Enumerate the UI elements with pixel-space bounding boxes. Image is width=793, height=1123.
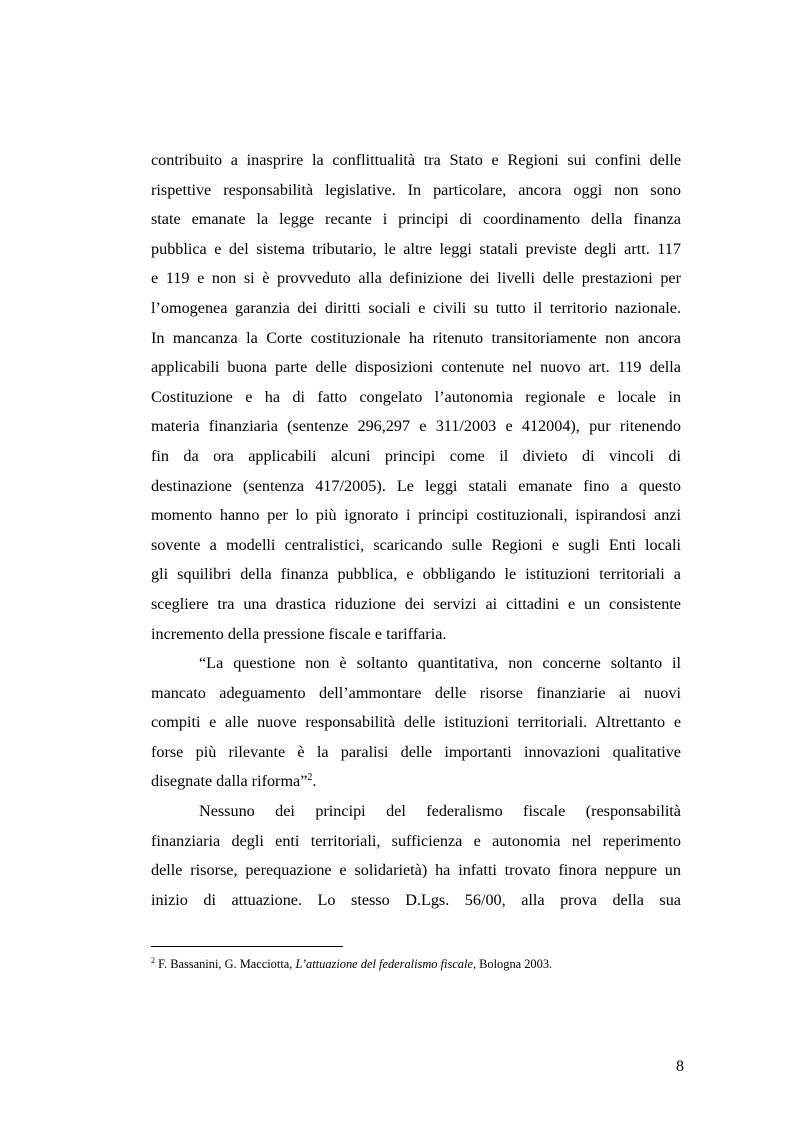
text-line: In mancanza la Corte costituzionale ha ritenuto transitoriamente non ancora <box>151 328 681 347</box>
footnote-separator <box>151 946 343 947</box>
text-line: “La questione non è soltanto quantitativa, non concerne soltanto il <box>199 654 681 673</box>
footnote-number: 2 <box>151 956 155 965</box>
text-line: state emanate la legge recante i principi di coordinamento della finanza <box>151 210 681 229</box>
text-line: destinazione (sentenza 417/2005). Le leggi statali emanate fino a questo <box>151 476 681 495</box>
text-line: delle risorse, perequazione e solidarietà) ha infatti trovato finora neppure un <box>151 861 681 880</box>
footnote-publisher: Bologna 2003. <box>479 957 553 971</box>
text-line: incremento della pressione fiscale e tariffaria. <box>151 624 447 643</box>
text-line: pubblica e del sistema tributario, le altre leggi statali previste degli artt. 117 <box>151 239 681 258</box>
footnote-reference[interactable]: 2 <box>307 772 313 784</box>
text-line: momento hanno per lo più ignorato i principi costituzionali, ispirandosi anzi <box>151 506 681 525</box>
text-line: l’omogenea garanzia dei diritti sociali e civili su tutto il territorio nazionale. <box>151 298 681 317</box>
text-line: scegliere tra una drastica riduzione dei servizi ai cittadini e un consistente <box>151 594 681 613</box>
footnote <box>151 956 711 972</box>
text-line: e 119 e non si è provveduto alla definizione dei livelli delle prestazioni per <box>151 269 681 288</box>
text-line: Nessuno dei principi del federalismo fiscale (responsabilità <box>199 802 681 821</box>
sentence-end: . <box>312 772 317 791</box>
text-line: sovente a modelli centralistici, scaricando sulle Regioni e sugli Enti locali <box>151 535 681 554</box>
page-number: 8 <box>676 1058 684 1075</box>
text-line: fin da ora applicabili alcuni principi come il divieto di vincoli di <box>151 446 681 465</box>
text-line: applicabili buona parte delle disposizioni contenute nel nuovo art. 119 della <box>151 358 681 377</box>
text-line: mancato adeguamento dell’ammontare delle risorse finanziarie ai nuovi <box>151 683 681 702</box>
footnote-title: L’attuazione del federalismo fiscale, <box>295 957 477 971</box>
text-line: gli squilibri della finanza pubblica, e obbligando le istituzioni territoriali a <box>151 565 681 584</box>
text-line: finanziaria degli enti territoriali, sufficienza e autonomia nel reperimento <box>151 831 681 850</box>
text-line: contribuito a inasprire la conflittualità tra Stato e Regioni sui confini delle <box>151 151 681 169</box>
text-line: compiti e alle nuove responsabilità delle istituzioni territoriali. Altrettanto e <box>151 713 681 732</box>
quote-end-text: disegnate dalla riforma” <box>151 772 308 791</box>
body-text <box>151 146 681 915</box>
text-line: inizio di attuazione. Lo stesso D.Lgs. 56/00, alla prova della sua <box>151 890 681 909</box>
text-line: materia finanziaria (sentenze 296,297 e 311/2003 e 412004), pur ritenendo <box>151 417 681 436</box>
footnote-authors: F. Bassanini, G. Macciotta, <box>158 957 293 971</box>
text-line <box>151 767 681 797</box>
text-line: rispettive responsabilità legislative. In particolare, ancora oggi non sono <box>151 180 681 199</box>
text-line: Costituzione e ha di fatto congelato l’autonomia regionale e locale in <box>151 387 681 406</box>
text-line: forse più rilevante è la paralisi delle importanti innovazioni qualitative <box>151 742 681 761</box>
